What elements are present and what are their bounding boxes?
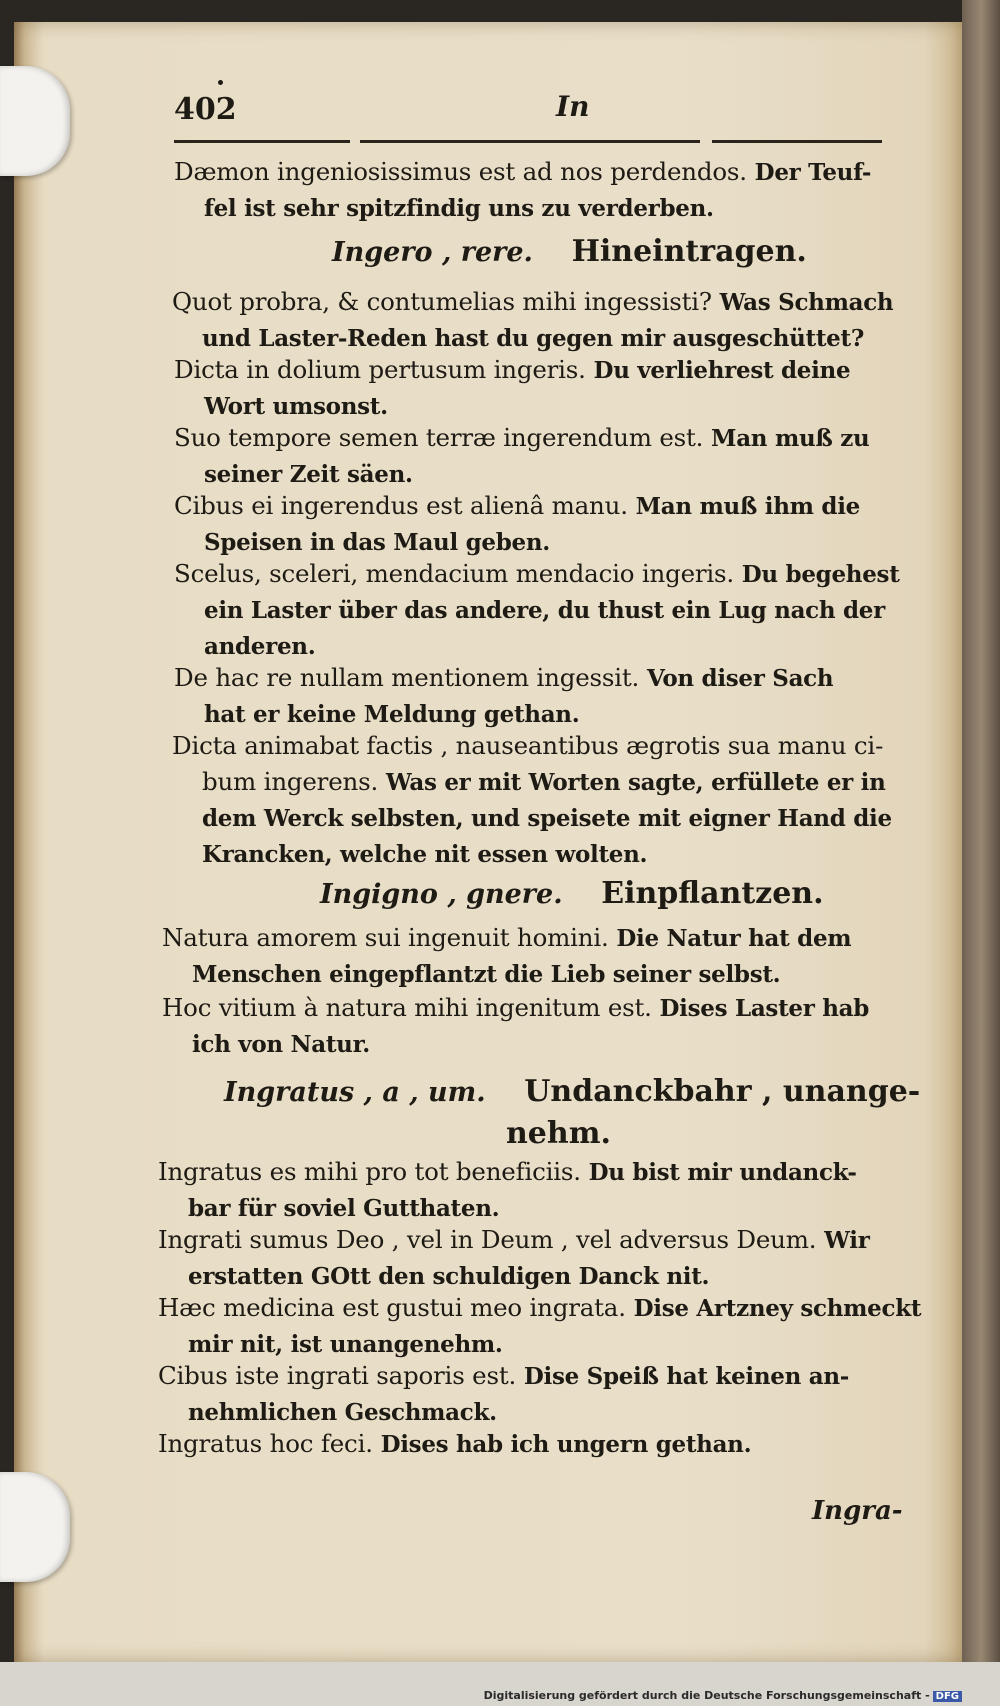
german-translation: Dise Artzney schmeckt — [633, 1295, 922, 1322]
header-rule — [360, 140, 700, 143]
catchword: Ingra- — [812, 1496, 903, 1526]
german-translation-continued: ein Laster über das andere, du thust ein Lug nach der — [204, 597, 885, 624]
german-translation-continued: erstatten GOtt den schuldigen Danck nit. — [188, 1263, 710, 1290]
german-translation-continued: dem Werck selbsten, und speisete mit eigner Hand die — [202, 805, 892, 832]
german-translation: Was Schmach — [719, 289, 894, 316]
headword-german-continued: nehm. — [506, 1116, 611, 1151]
dictionary-entry — [174, 352, 850, 425]
dictionary-entry — [172, 284, 893, 357]
german-translation: Was er mit Worten sagte, erfüllete er in — [385, 769, 886, 796]
headword-german: Hineintragen. — [571, 234, 807, 269]
latin-phrase: Ingrati sumus Deo , vel in Deum , vel adversus Deum. — [158, 1225, 817, 1254]
german-translation-continued: und Laster-Reden hast du gegen mir ausgeschüttet? — [202, 325, 865, 352]
credit-text: Digitalisierung gefördert durch die Deutsche Forschungsgemeinschaft - — [483, 1689, 930, 1702]
german-translation-continued: nehmlichen Geschmack. — [188, 1399, 497, 1426]
page-clip-top — [0, 66, 70, 176]
headword-latin: Ingratus , a , um. — [224, 1077, 486, 1108]
german-translation: Du begehest — [741, 561, 900, 588]
latin-phrase: Dicta animabat factis , nauseantibus ægrotis sua manu ci- — [172, 731, 884, 760]
dictionary-entry — [158, 1222, 870, 1295]
headword — [332, 234, 807, 269]
latin-phrase: Scelus, sceleri, mendacium mendacio ingeris. — [174, 559, 734, 588]
german-translation: Dises Laster hab — [659, 995, 870, 1022]
latin-phrase: Ingratus es mihi pro tot beneficiis. — [158, 1157, 581, 1186]
running-head: In — [556, 90, 590, 123]
dictionary-entry — [158, 1154, 857, 1227]
german-translation: Dises hab ich ungern gethan. — [380, 1431, 752, 1458]
latin-phrase: De hac re nullam mentionem ingessit. — [174, 663, 640, 692]
latin-phrase: Ingratus hoc feci. — [158, 1429, 373, 1458]
headword-german: Einpflantzen. — [601, 876, 824, 911]
page-number-dot — [218, 80, 223, 85]
german-translation: Man muß zu — [711, 425, 870, 452]
german-translation: Wir — [824, 1227, 870, 1254]
dictionary-entry — [162, 990, 869, 1063]
german-translation: Du bist mir undanck- — [588, 1159, 857, 1186]
headword-german: Undanckbahr , unange- — [524, 1074, 921, 1109]
german-translation-continued: fel ist sehr spitzfindig uns zu verderben. — [204, 195, 714, 222]
dictionary-entry — [174, 556, 900, 665]
headword — [224, 1074, 920, 1109]
german-translation-continued: Wort umsonst. — [204, 393, 388, 420]
latin-phrase: Cibus iste ingrati saporis est. — [158, 1361, 517, 1390]
latin-phrase: Hoc vitium à natura mihi ingenitum est. — [162, 993, 652, 1022]
german-translation-continued: bar für soviel Gutthaten. — [188, 1195, 500, 1222]
page-number: 402 — [174, 92, 237, 127]
german-translation: Die Natur hat dem — [616, 925, 852, 952]
german-translation-continued: mir nit, ist unangenehm. — [188, 1331, 503, 1358]
latin-phrase: Quot probra, & contumelias mihi ingessisti? — [172, 287, 712, 316]
dictionary-entry — [174, 154, 871, 227]
dictionary-entry — [158, 1290, 921, 1363]
german-translation: Dise Speiß hat keinen an- — [523, 1363, 849, 1390]
german-translation: Der Teuf- — [754, 159, 872, 186]
german-translation: Man muß ihm die — [635, 493, 860, 520]
latin-phrase: Cibus ei ingerendus est alienâ manu. — [174, 491, 628, 520]
german-translation-continued: anderen. — [204, 633, 316, 660]
german-translation-continued: hat er keine Meldung gethan. — [204, 701, 580, 728]
german-translation-continued: seiner Zeit säen. — [204, 461, 413, 488]
german-translation-continued: Speisen in das Maul geben. — [204, 529, 550, 556]
german-translation-continued: Menschen eingepflantzt die Lieb seiner selbst. — [192, 961, 781, 988]
latin-phrase: Suo tempore semen terræ ingerendum est. — [174, 423, 704, 452]
german-translation: Von diser Sach — [646, 665, 834, 692]
german-translation: Du verliehrest deine — [593, 357, 851, 384]
digitization-credit — [484, 1689, 962, 1702]
dictionary-entry — [174, 488, 860, 561]
dictionary-entry — [162, 920, 851, 993]
latin-phrase: Natura amorem sui ingenuit homini. — [162, 923, 609, 952]
page-clip-bottom — [0, 1472, 70, 1582]
dfg-logo: DFG — [933, 1691, 962, 1702]
header-rule — [712, 140, 882, 143]
dictionary-entry — [158, 1358, 849, 1431]
german-translation-continued: Krancken, welche nit essen wolten. — [202, 841, 648, 868]
latin-phrase: Hæc medicina est gustui meo ingrata. — [158, 1293, 626, 1322]
dictionary-entry — [174, 420, 869, 493]
german-translation-continued: ich von Natur. — [192, 1031, 370, 1058]
latin-phrase-continued: bum ingerens. — [202, 767, 379, 796]
headword-latin: Ingero , rere. — [332, 237, 533, 268]
dictionary-entry — [174, 660, 833, 733]
headword-latin: Ingigno , gnere. — [320, 879, 563, 910]
latin-phrase: Dæmon ingeniosissimus est ad nos perdendos. — [174, 157, 747, 186]
headword-continued — [506, 1116, 611, 1151]
latin-phrase: Dicta in dolium pertusum ingeris. — [174, 355, 586, 384]
headword — [320, 876, 824, 911]
dictionary-entry — [172, 728, 892, 873]
dictionary-entry — [158, 1426, 751, 1463]
header-rule — [174, 140, 350, 143]
book-edge — [962, 0, 1000, 1706]
